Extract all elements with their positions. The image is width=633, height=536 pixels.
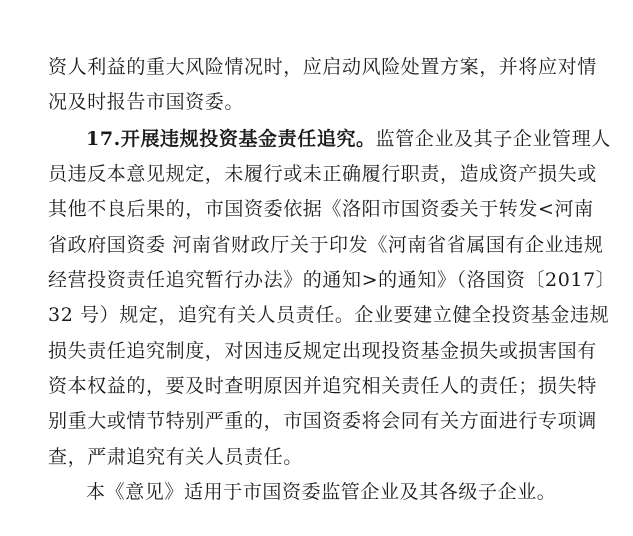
section-heading-17: 17.开展违规投资基金责任追究。 xyxy=(86,128,376,150)
text-line-4: 员违反本意见规定，未履行或未正确履行职责，造成资产损失或 xyxy=(48,163,597,185)
text-line-12: 查，严肃追究有关人员责任。 xyxy=(48,446,303,468)
text-line-11: 别重大或情节特别严重的，市国资委将会同有关方面进行专项调 xyxy=(48,410,597,432)
section-17-text-start: 监管企业及其子企业管理人 xyxy=(375,128,611,150)
text-line-1: 资人利益的重大风险情况时，应启动风险处置方案，并将应对情 xyxy=(48,56,597,78)
closing-paragraph: 本《意见》适用于市国资委监管企业及其各级子企业。 xyxy=(86,481,557,503)
text-line-5: 其他不良后果的，市国资委依据《洛阳市国资委关于转发<河南 xyxy=(48,198,594,220)
text-line-7: 经营投资责任追究暂行办法》的通知>的通知》（洛国资〔2017〕 xyxy=(48,269,616,291)
text-line-6: 省政府国资委 河南省财政厅关于印发《河南省省属国有企业违规 xyxy=(48,234,604,256)
text-line-2: 况及时报告市国资委。 xyxy=(48,91,245,113)
paragraph-17-line-1 xyxy=(86,126,611,152)
text-line-8: 32 号）规定，追究有关人员责任。企业要建立健全投资基金违规 xyxy=(48,304,610,326)
text-line-10: 资本权益的，要及时查明原因并追究相关责任人的责任；损失特 xyxy=(48,375,597,397)
text-line-9: 损失责任追究制度，对因违反规定出现投资基金损失或损害国有 xyxy=(48,340,597,362)
